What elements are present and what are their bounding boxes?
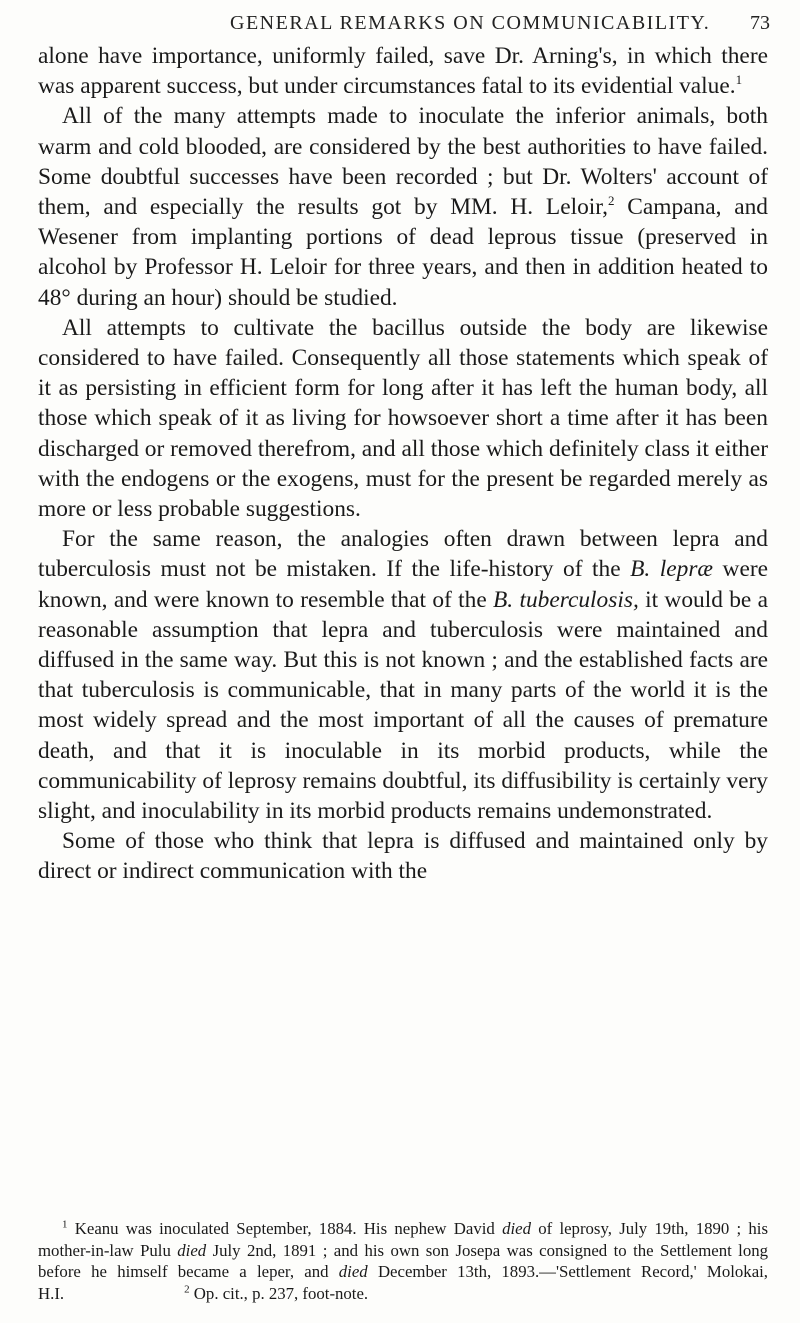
footnote-1-mark: 1 — [62, 1218, 68, 1231]
footnote-1-text-d: December 13th, 1893.—'Settlement Record,' Molokai, H.I. — [38, 1262, 768, 1303]
footnote-2 — [184, 1284, 368, 1303]
footnote-1-text-c: July 2nd, 1891 ; and his own son Josepa was consigned to the Settlement long before he himself became a leper, and — [38, 1240, 768, 1281]
paragraph-4-text-c: it would be a reasonable assumption that lepra and tuberculosis were maintained and diffused in the same way. But this is not known ; and the established facts are that tuberculosis is communicable, that in many parts of the world it is the most widely spread and the most important of all the causes of premature death, and that it is inoculable in its morbid products, while the communicability of leprosy remains doubtful, its diffusibility is certainly very slight, and inoculability in its morbid products remains undemonstrated. — [38, 586, 768, 825]
paragraph-2 — [38, 101, 768, 312]
running-title: GENERAL REMARKS ON COMMUNICABILITY. — [230, 12, 711, 34]
footnote-1-text-b: of leprosy, July 19th, 1890 ; his mother-in-law Pulu — [38, 1219, 768, 1260]
paragraph-4-text-b: were known, and were known to resemble that of the — [38, 556, 768, 613]
species-name-leprae: B. lepræ — [630, 556, 714, 583]
footnote-ref-2: 2 — [608, 193, 615, 209]
footnote-1-died-3: died — [338, 1262, 368, 1281]
page-number: 73 — [750, 12, 770, 34]
footnote-1 — [38, 1218, 768, 1304]
footnote-1-died-1: died — [502, 1219, 531, 1238]
footnote-1-died-2: died — [177, 1240, 207, 1260]
species-name-tuberculosis: B. tuberculosis, — [493, 586, 639, 613]
paragraph-3: All attempts to cultivate the bacillus outside the body are likewise considered to have failed. Consequently all those statements which speak of it as persisting in efficient form for long after it has left the human body, all those which speak of it as living for howsoever short a time after it has been discharged or removed therefrom, and all those which definitely class it either with the endogens or the exogens, must for the present be regarded merely as more or less probable suggestions. — [38, 314, 768, 523]
body-text — [38, 41, 768, 887]
paragraph-1 — [38, 41, 768, 101]
footnote-ref-1: 1 — [735, 72, 743, 88]
paragraph-4 — [38, 524, 768, 826]
page-header — [40, 6, 770, 40]
footnote-1-text-a: Keanu was inoculated September, 1884. His nephew David — [67, 1219, 503, 1238]
paragraph-5: Some of those who think that lepra is diffused and maintained only by direct or indirect communication with the — [38, 828, 768, 885]
paragraph-1-text: alone have importance, uniformly failed, save Dr. Arning's, in which there was apparent success, but under circumstances fatal to its evidential value. — [38, 43, 768, 100]
footnote-2-mark: 2 — [184, 1282, 190, 1295]
paragraph-2-text-a: All of the many attempts made to inoculate the inferior animals, both warm and cold blooded, are considered by the best authorities to have failed. Some doubtful successes have been recorded ; but Dr. Wolters' account of them, and especially the results got by MM. H. Leloir, — [38, 103, 768, 221]
paragraph-4-text-a: For the same reason, the analogies often drawn between lepra and tuberculosis must not be mistaken. If the life-history of the — [38, 526, 768, 583]
footnotes — [38, 1218, 768, 1304]
footnote-2-text: Op. cit., p. 237, foot-note. — [189, 1283, 369, 1303]
paragraph-2-text-b: Campana, and Wesener from implanting portions of dead leprous tissue (preserved in alcohol by Professor H. Leloir for three years, and then in addition heated to 48° during an hour) should be studied. — [38, 194, 768, 311]
